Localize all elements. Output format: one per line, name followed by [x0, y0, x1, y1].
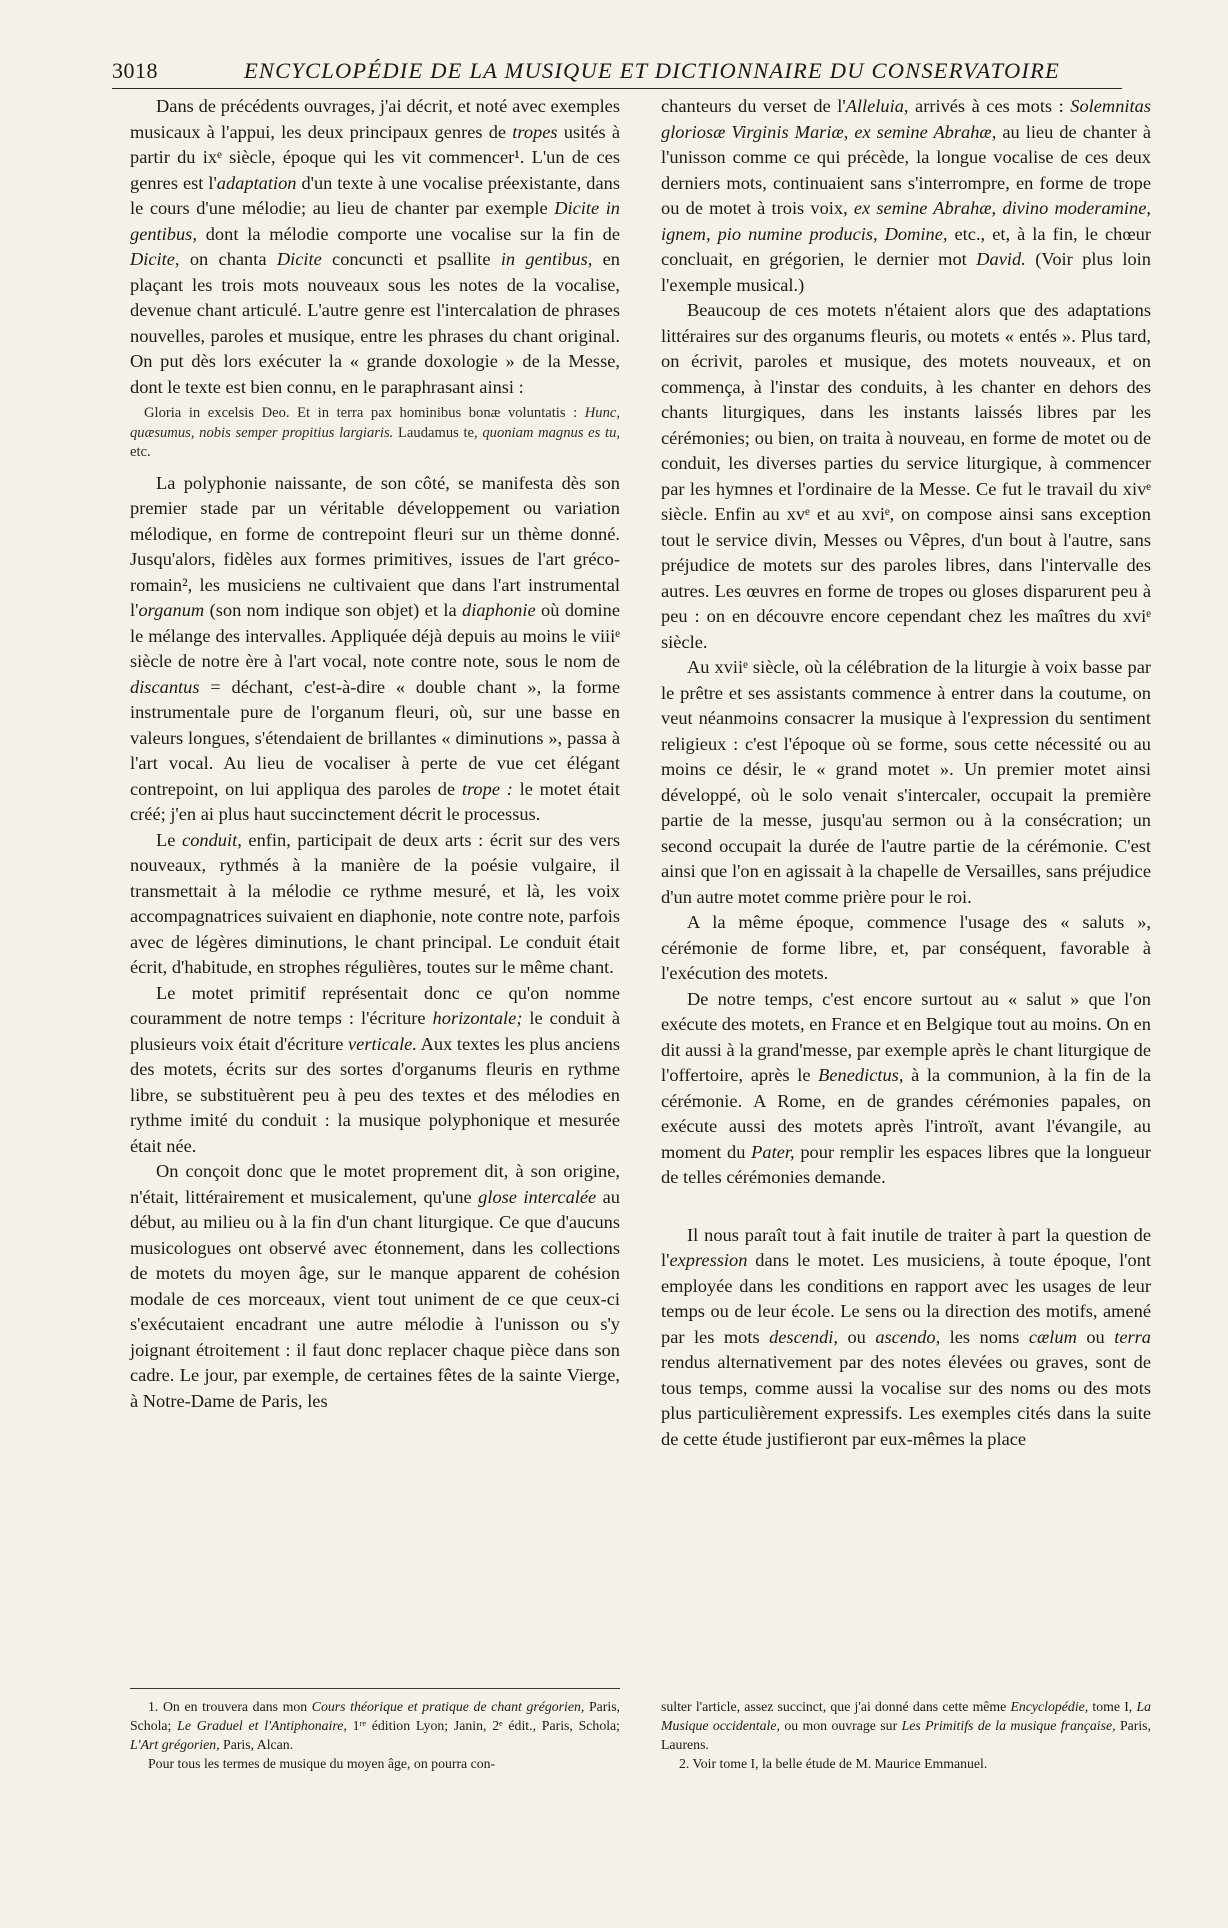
- footnote-1-end: sulter l'article, assez succinct, que j'ai donné dans cette même Encyclopédie, tome I, La Musique occidentale, ou mon ouvrage sur Les Primitifs de la musique française, Paris, Laurens.: [661, 1699, 1152, 1752]
- paragraph-alleluia: chanteurs du verset de l'Alleluia, arrivés à ces mots : Solemnitas gloriosæ Virginis Mariæ, ex semine Abrahæ, au lieu de chanter à l'unisson comme ce qui précède, la longue vocalise de ces deux derniers mots, continuaient sans s'interrompre, en forme de trope ou de motet à trois voix, ex semine Abrahæ, divino moderamine, ignem, pio numine producis, Domine, etc., et, à la fin, le chœur concluait, en grégorien, le dernier mot David. (Voir plus loin l'exemple musical.): [661, 96, 1152, 295]
- right-column: [661, 94, 1151, 1452]
- paragraph-conduit: Le conduit, enfin, participait de deux arts : écrit sur des vers nouveaux, rythmés à la manière de la poésie vulgaire, il transmettait à la mélodie ce rythme mesuré, et là, les voix accompagnatrices suivaient en diaphonie, note contre note, parfois avec de légères diminutions, le chant principal. Le conduit était écrit, d'habitude, en strophes régulières, toutes sur le même chant.: [130, 829, 621, 977]
- paragraph-polyphonie: La polyphonie naissante, de son côté, se manifesta dès son premier stade par un véritable développement ou variation mélodique, en forme de contrepoint fleuri sur un thème donné. Jusqu'alors, fidèles aux formes primitives, issues de l'art gréco-romain², les musiciens ne cultivaient que dans l'art instrumental l'organum (son nom indique son objet) et la diaphonie où domine le mélange des intervalles. Appliquée déjà depuis au moins le viiiᵉ siècle de notre ère à l'art vocal, note contre note, sous le nom de discantus = déchant, c'est-à-dire « double chant », la forme instrumentale pure de l'organum fleuri, où, sur une basse en valeurs longues, s'étendaient de brillantes « diminutions », passa à l'art vocal. Au lieu de vocaliser à perte de vue cet élégant contrepoint, on lui appliqua des paroles de trope : le motet était créé; j'en ai plus haut succinctement décrit le processus.: [130, 472, 620, 824]
- paragraph-glose: On conçoit donc que le motet proprement dit, à son origine, n'était, littérairement et musicalement, qu'une glose intercalée au début, au milieu ou à la fin d'un chant liturgique. Ce que d'aucuns musicologues ont observé avec étonnement, dans les collections de motets du moyen âge, sur le manque apparent de cohésion modale de ces morceaux, vient tout uniment de ce que ceux-ci s'exécutaient encadrant une autre mélodie à l'unisson ou s'y joignant étroitement : il faut donc replacer chaque pièce dans son cadre. Le jour, par exemple, de certaines fêtes de la sainte Vierge, à Notre-Dame de Paris, les: [130, 1161, 620, 1411]
- paragraph-tropes: Dans de précédents ouvrages, j'ai décrit, et noté avec exemples musicaux à l'appui, les deux principaux genres de tropes usités à partir du ixᵉ siècle, époque qui les vit commencer¹. L'un de ces genres est l'adaptation d'un texte à une vocalise préexistante, dans le cours d'une mélodie; au lieu de chanter par exemple Dicite in gentibus, dont la mélodie comporte une vocalise sur la fin de Dicite, on chanta Dicite concuncti et psallite in gentibus, en plaçant les trois mots nouveaux sous les notes de la vocalise, devenue chant articulé. L'autre genre est l'intercalation de phrases nouvelles, paroles et musique, entre les phrases du chant original. On put dès lors exécuter la « grande doxologie » de la Messe, dont le texte est bien connu, en le paraphrasant ainsi :: [130, 96, 621, 397]
- footnote-1-continued: Pour tous les termes de musique du moyen âge, on pourra con-: [148, 1756, 496, 1771]
- running-title: ENCYCLOPÉDIE DE LA MUSIQUE ET DICTIONNAIRE DU CONSERVATOIRE: [243, 58, 1060, 83]
- page-number: 3018: [112, 58, 158, 83]
- footnotes-left: [130, 1688, 620, 1773]
- paragraph-motets-entes: Beaucoup de ces motets n'étaient alors que des adaptations littéraires sur des organums fleuris, ou motets « entés ». Plus tard, on écrivit, paroles et musique, des motets nouveaux, et on commença, à l'instar des conduits, à les chanter en dehors des chants liturgiques, dans les instants laissés libres par les cérémonies; ou bien, on traita à nouveau, en forme de motet ou de conduit, les diverses parties du service liturgique, à commencer par les hymnes et l'ordinaire de la Messe. Ce fut le travail du xivᵉ siècle. Enfin au xvᵉ et au xviᵉ, on compose ainsi sans exception tout le service divin, Messes ou Vêpres, d'un bout à l'autre, sans préjudice de motets sur des paroles libres, dans l'intervalle des autres. Les œuvres en forme de tropes ou gloses disparurent peu à peu : on en découvre encore cependant chez les maîtres du xviᵉ siècle.: [661, 300, 1151, 652]
- footnote-2: 2. Voir tome I, la belle étude de M. Maurice Emmanuel.: [679, 1756, 988, 1771]
- running-header: [112, 54, 1122, 89]
- left-column: [130, 94, 620, 1414]
- footnote-1: 1. On en trouvera dans mon Cours théorique et pratique de chant grégorien, Paris, Schola; Le Graduel et l'Antiphonaire, 1ʳᵉ édition Lyon; Janin, 2ᵉ édit., Paris, Schola; L'Art grégorien, Paris, Alcan.: [130, 1699, 621, 1752]
- paragraph-expression: Il nous paraît tout à fait inutile de traiter à part la question de l'expression dans le motet. Les musiciens, à toute époque, l'ont employée dans les conditions en rapport avec les usages de leur temps ou de leur école. Le sens ou la direction des motifs, amené par les mots descendi, ou ascendo, les noms cælum ou terra rendus alternativement par des notes élevées ou graves, sont de tous temps, comme aussi la vocalise sur des noms ou des mots plus particulièrement expressifs. Les exemples cités dans la suite de cette étude justifieront par eux-mêmes la place: [661, 1224, 1151, 1449]
- gloria-quote: Gloria in excelsis Deo. Et in terra pax hominibus bonæ voluntatis : Hunc, quæsumus, nobis semper propitius largiaris. Laudamus te, quoniam magnus es tu, etc.: [130, 405, 621, 460]
- paragraph-grand-motet: Au xviiᵉ siècle, où la célébration de la liturgie à voix basse par le prêtre et ses assistants commence à entrer dans la coutume, on veut néanmoins consacrer la musique à l'expression du sentiment religieux : c'est l'époque où se forme, sous cette nécessité ou au moins ce désir, le « grand motet ». Un premier motet ainsi développé, où le solo venait s'intercaler, occupait la première partie de la messe, jusqu'au sermon ou à la consécration; un second occupait la durée de l'autre partie de la cérémonie. C'est ainsi que l'on en agissait à la chapelle de Versailles, sans préjudice d'un autre motet comme prière pour le roi.: [661, 657, 1151, 907]
- paragraph-saluts: A la même époque, commence l'usage des « saluts », cérémonie de forme libre, et, par conséquent, favorable à l'exécution des motets.: [661, 912, 1151, 983]
- paragraph-motet-primitif: Le motet primitif représentait donc ce qu'on nomme couramment de notre temps : l'écriture horizontale; le conduit à plusieurs voix était d'écriture verticale. Aux textes les plus anciens des motets, écrits sur des sortes d'organums fleuris en rythme libre, se substituèrent peu à peu des textes et des mélodies en rythme imité du conduit : la musique polyphonique et mesurée était née.: [130, 982, 620, 1156]
- footnotes-right: [661, 1688, 1151, 1773]
- paragraph-notre-temps: De notre temps, c'est encore surtout au « salut » que l'on exécute des motets, en France et en Belgique tout au moins. On en dit aussi à la grand'messe, par exemple après le chant liturgique de l'offertoire, après le Benedictus, à la communion, à la fin de la cérémonie. A Rome, en de grandes cérémonies papales, on exécute aussi des motets après l'introït, avant l'évangile, au moment du Pater, pour remplir les espaces libres que la longueur de telles cérémonies demande.: [661, 988, 1151, 1187]
